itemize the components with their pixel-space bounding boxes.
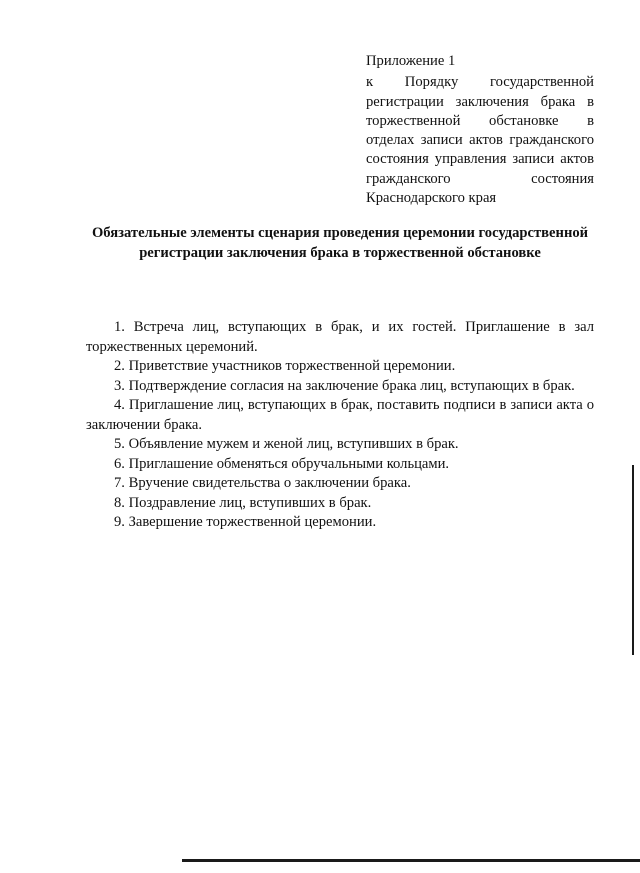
- appendix-block: [366, 52, 594, 208]
- appendix-title: Приложение 1: [366, 53, 456, 69]
- scan-edge-line: [632, 465, 634, 655]
- list-item: 9. Завершение торжественной церемонии.: [114, 514, 377, 530]
- list-item: 8. Поздравление лиц, вступивших в брак.: [114, 494, 372, 511]
- list-item: 2. Приветствие участников торжественной церемонии.: [114, 358, 456, 374]
- list-item: 6. Приглашение обменяться обручальными кольцами.: [114, 455, 450, 472]
- ceremony-elements-list: [86, 318, 594, 533]
- list-item: 1. Встреча лиц, вступающих в брак, и их гостей. Приглашение в зал торжественных церемоний.: [86, 319, 594, 355]
- list-item: 3. Подтверждение согласия на заключение брака лиц, вступающих в брак.: [114, 377, 575, 394]
- list-item: 5. Объявление мужем и женой лиц, вступивших в брак.: [114, 436, 459, 452]
- list-item: 7. Вручение свидетельства о заключении брака.: [114, 475, 411, 491]
- scan-bottom-line: [182, 859, 640, 862]
- appendix-text: к Порядку государственной регистрации заключения брака в торжественной обстановке в отделах записи актов гражданского состояния управления записи актов гражданского состояния Краснодарского края: [366, 74, 594, 207]
- document-title: Обязательные элементы сценария проведения церемонии государственной регистрации заключения брака в торжественной обстановке: [91, 225, 589, 261]
- list-item: 4. Приглашение лиц, вступающих в брак, поставить подписи в записи акта о заключении брака.: [86, 397, 594, 433]
